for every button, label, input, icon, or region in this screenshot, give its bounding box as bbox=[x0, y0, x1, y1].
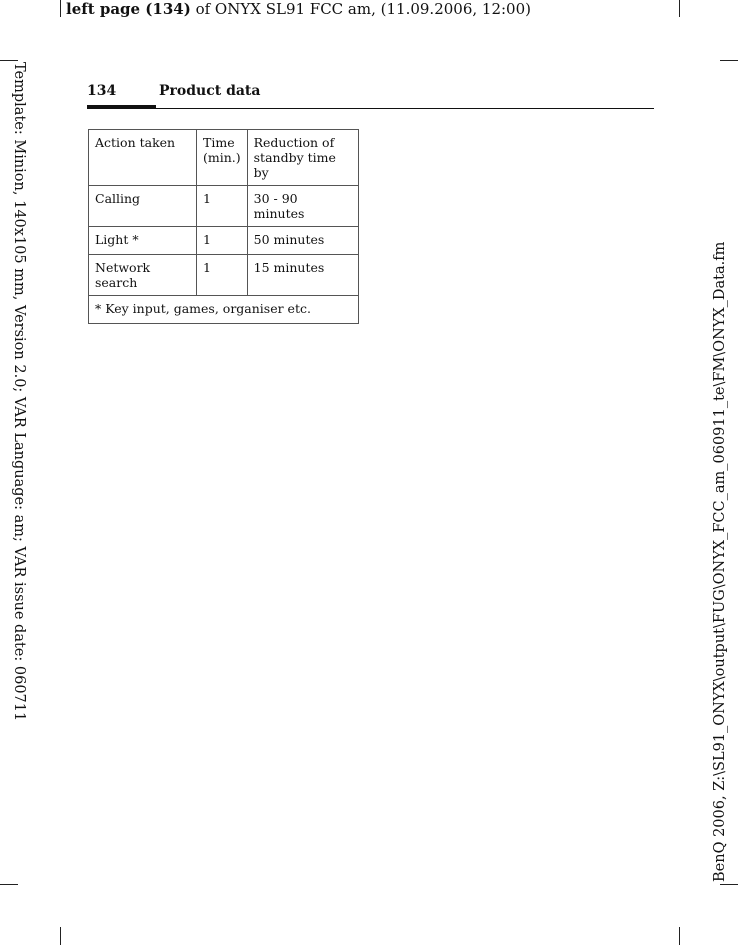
table-row bbox=[89, 227, 359, 255]
crop-mark bbox=[679, 927, 680, 945]
crop-mark bbox=[0, 60, 18, 61]
crop-mark bbox=[60, 0, 61, 17]
cell-reduction: 30 - 90 minutes bbox=[247, 186, 358, 227]
cell-reduction: 15 minutes bbox=[247, 255, 358, 296]
table-row bbox=[89, 255, 359, 296]
template-info-margin bbox=[11, 62, 30, 722]
cell-time: 1 bbox=[197, 227, 248, 255]
template-info-text: Template: Minion, 140x105 mm, Version 2.0; VAR Language: am; VAR issue date: 060711 bbox=[11, 62, 27, 722]
file-path-margin bbox=[709, 241, 728, 882]
crop-mark bbox=[720, 884, 738, 885]
crop-mark bbox=[720, 60, 738, 61]
cell-time: 1 bbox=[197, 186, 248, 227]
table-header-row bbox=[89, 130, 359, 186]
print-header-info: of ONYX SL91 FCC am, (11.09.2006, 12:00) bbox=[190, 0, 531, 18]
cell-action: Network search bbox=[89, 255, 197, 296]
table-row bbox=[89, 186, 359, 227]
column-header-reduction: Reduction of standby time by bbox=[247, 130, 358, 186]
column-header-action: Action taken bbox=[89, 130, 197, 186]
heading-rule bbox=[87, 108, 654, 109]
cell-action: Calling bbox=[89, 186, 197, 227]
page-title: Product data bbox=[159, 83, 261, 99]
cell-reduction: 50 minutes bbox=[247, 227, 358, 255]
crop-mark bbox=[60, 927, 61, 945]
crop-mark bbox=[679, 0, 680, 17]
crop-mark bbox=[0, 884, 18, 885]
print-header-page: left page (134) bbox=[66, 0, 191, 18]
standby-reduction-table bbox=[88, 129, 359, 324]
print-header bbox=[66, 0, 531, 18]
column-header-time: Time (min.) bbox=[197, 130, 248, 186]
file-path-text: BenQ 2006, Z:\SL91_ONYX\output\FUG\ONYX_FCC_am_060911_te\FM\ONYX_Data.fm bbox=[712, 241, 728, 882]
table-footnote: * Key input, games, organiser etc. bbox=[89, 296, 359, 324]
cell-action: Light * bbox=[89, 227, 197, 255]
table-footnote-row bbox=[89, 296, 359, 324]
cell-time: 1 bbox=[197, 255, 248, 296]
page-number: 134 bbox=[87, 83, 117, 99]
